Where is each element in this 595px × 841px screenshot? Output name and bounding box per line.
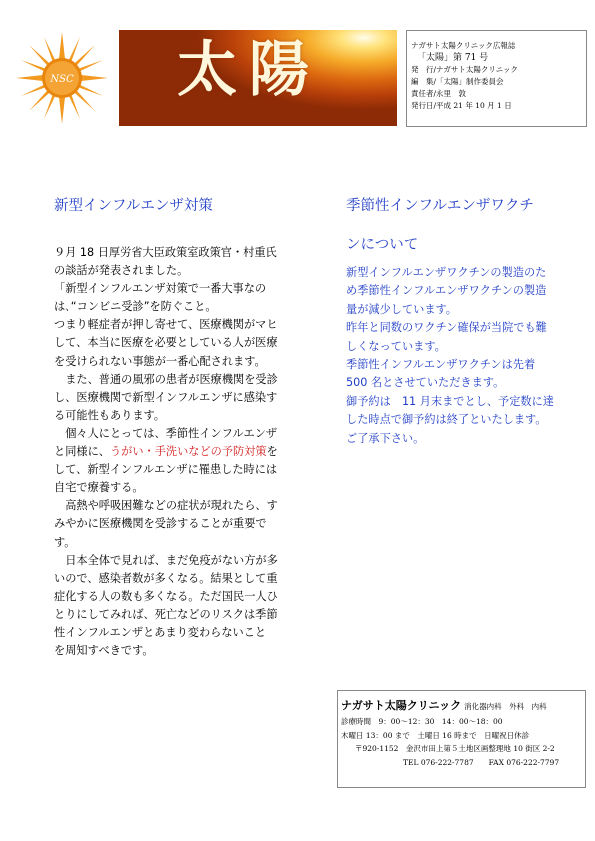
masthead-line: ナガサト太陽クリニック広報誌: [411, 41, 516, 50]
paragraph-line: 量が減少しています。: [346, 302, 457, 316]
paragraph-line: を受けられない事態が一番心配されます。: [54, 354, 266, 368]
paragraph-line: 高熱や呼吸困難などの症状が現れたら、す: [54, 499, 278, 513]
logo-monogram: NSC: [50, 74, 74, 85]
masthead-line: 編 集/「太陽」制作委員会: [411, 77, 504, 86]
paragraph-line: を周知すべきです。: [54, 644, 154, 658]
clinic-departments: 消化器内科 外科 内科: [464, 702, 547, 711]
paragraph-line: 新型インフルエンザワクチンの製造のた: [346, 266, 547, 279]
paragraph-line: の談話が発表されました。: [54, 264, 189, 278]
paragraph-line: ９月 18 日厚労省大臣政策室政策官・村重氏: [54, 246, 277, 259]
paragraph-line: 500 名とさせていただきます。: [346, 376, 505, 390]
left-article-body: [54, 244, 304, 660]
paragraph-line: しくなっています。: [346, 339, 446, 353]
paragraph-line: つまり軽症者が押し寄せて、医療機関がマヒ: [54, 318, 278, 332]
paragraph-line: ご了承下さい。: [346, 431, 425, 445]
paragraph-line: 季節性インフルエンザワクチンは先着: [346, 358, 536, 372]
paragraph-line: る可能性もあります。: [54, 408, 165, 422]
paragraph-line: し、医療機関で新型インフルエンザに感染す: [54, 390, 278, 404]
paragraph-line: す。: [54, 535, 76, 549]
paragraph-line: みやかに医療機関を受診することが重要で: [54, 517, 267, 531]
right-article-title-line1: 季節性インフルエンザワクチ: [346, 198, 534, 214]
masthead-line: 発 行/ナガサト太陽クリニック: [411, 65, 518, 74]
clinic-phone: TEL 076-222-7787 FAX 076-222-7797: [403, 757, 560, 767]
masthead-line: 責任者/永里 敦: [411, 89, 467, 98]
paragraph-line: 個々人にとっては、季節性インフルエンザ: [54, 426, 278, 440]
clinic-closed-days: 木曜日 13：00 まで 土曜日 16 時まで 日曜祝日休診: [341, 730, 530, 740]
text-segment: と同様に、: [54, 445, 110, 459]
clinic-logo: [14, 30, 110, 126]
right-article-body: [346, 264, 582, 448]
right-article-title-line2: ンについて: [346, 237, 419, 253]
paragraph-line: とりにしてみれば、死亡などのリスクは季節: [54, 607, 278, 621]
paragraph-line: また、普通の風邪の患者が医療機関を受診: [54, 372, 278, 386]
clinic-name: ナガサト太陽クリニック: [341, 699, 462, 712]
paragraph-line: 日本全体で見れば、まだ免疫がない方が多: [54, 553, 278, 567]
paragraph-line: 自宅で療養する。: [54, 481, 144, 495]
paragraph-line: は､“コンビニ受診”を防ぐこと｡: [54, 300, 212, 314]
masthead-date: 発行日/平成 21 年 10 月 1 日: [411, 101, 512, 110]
paragraph-line-highlight: [54, 443, 304, 461]
paragraph-line: 「新型インフルエンザ対策で一番大事なの: [54, 282, 267, 296]
paragraph-line: 昨年と同数のワクチン確保が当院でも難: [346, 321, 547, 335]
clinic-name-row: [341, 697, 585, 713]
paragraph-line: して、新型インフルエンザに罹患した時には: [54, 463, 278, 477]
text-segment: を: [266, 445, 278, 459]
paragraph-line: め季節性インフルエンザワクチンの製造: [346, 284, 547, 298]
masthead-issue: 「太陽」第 71 号: [417, 53, 489, 63]
paragraph-line: 御予約は 11 月末までとし、予定数に達: [346, 394, 554, 408]
clinic-hours: 診療時間 9：00～12：30 14：00～18：00: [341, 717, 503, 726]
paragraph-line: 症化する人の数も多くなる。ただ国民一人ひ: [54, 589, 278, 603]
masthead-info-box: [406, 30, 587, 127]
paragraph-line: した時点で御予約は終了といたします。: [346, 413, 547, 427]
paragraph-line: 性インフルエンザとあまり変わらないこと: [54, 625, 267, 639]
paragraph-line: いので、感染者数が多くなる。結果として重: [54, 571, 278, 585]
clinic-address: 〒920-1152 金沢市田上第５土地区画整理地 10 街区 2-2: [355, 744, 555, 753]
left-article-title: 新型インフルエンザ対策: [54, 198, 213, 214]
banner-title: 太陽: [177, 35, 321, 105]
prevention-highlight: うがい・手洗いなどの予防対策: [109, 445, 267, 459]
clinic-info-box: [337, 690, 586, 788]
title-banner: [119, 30, 397, 126]
paragraph-line: して、本当に医療を必要としている人が医療: [54, 336, 278, 350]
